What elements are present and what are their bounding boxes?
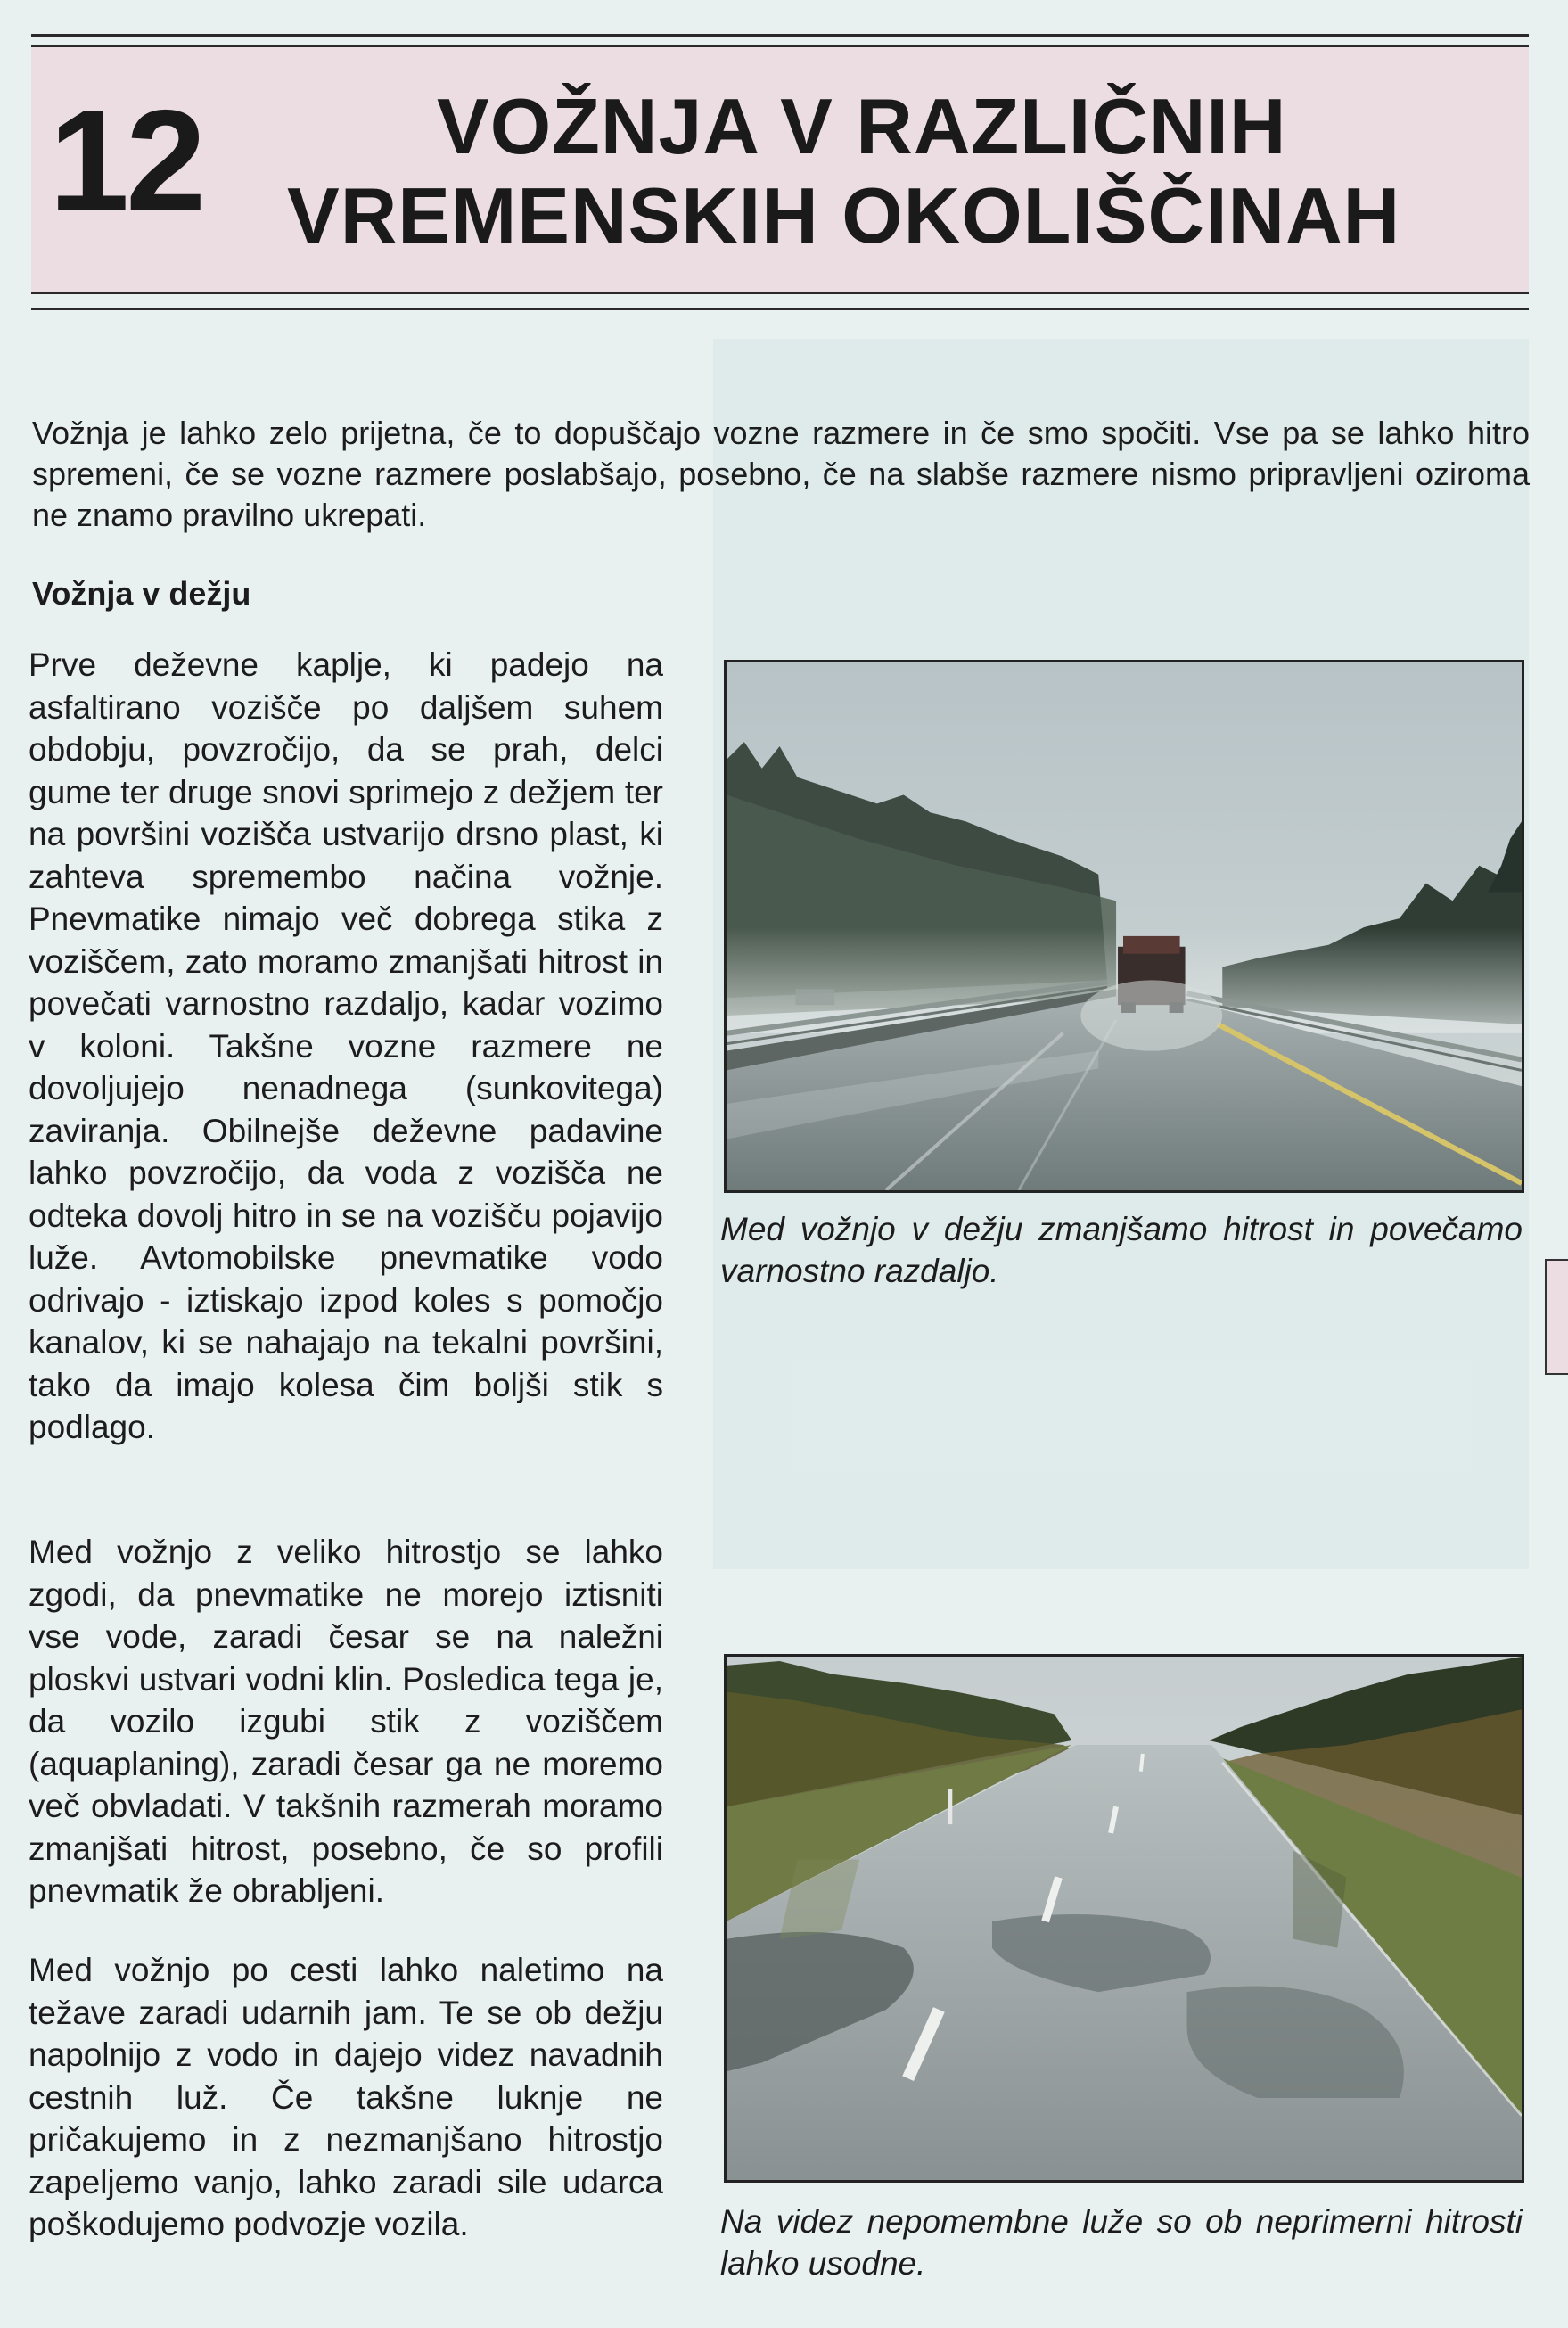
body-paragraph-1: Prve deževne kaplje, ki padejo na asfaltirano vozišče po daljšem suhem obdobju, povzročijo, da se prah, delci gume ter druge snovi sprimejo z dežjem ter na površini vozišča ustvarijo drsno plast, ki zahteva spremembo načina vožnje. Pnevmatike nimajo več dobrega stika z voziščem, zato moramo zmanjšati hitrost in povečati varnostno razdaljo, kadar vozimo v koloni. Takšne vozne razmere ne dovoljujejo nenadnega (sunkovitega) zaviranja. Obilnejše deževne padavine lahko povzročijo, da voda z vozišča ne odteka dovolj hitro in se na vozišču pojavijo luže. Avtomobilske pnevmatike vodo odrivajo - iztiskajo izpod koles s pomočjo kanalov, ki se nahajajo na tekalni površini, tako da imajo kolesa čim boljši stik s podlago. — [29, 646, 663, 1445]
header-bottom-rule — [31, 308, 1529, 310]
figure-1-caption: Med vožnjo v dežju zmanjšamo hitrost in povečamo varnostno razdaljo. — [720, 1211, 1523, 1289]
chapter-title-line-1: VOŽNJA V RAZLIČNIH — [437, 82, 1287, 170]
figure-2-caption: Na videz nepomembne luže so ob neprimerni hitrosti lahko usodne. — [720, 2203, 1523, 2282]
chapter-number: 12 — [49, 80, 203, 242]
body-paragraph-3: Med vožnjo po cesti lahko naletimo na težave zaradi udarnih jam. Te se ob dežju napolnijo z vodo in dajejo videz navadnih cestnih luž. Če takšne luknje ne pričakujemo in z nezmanjšano hitrostjo zapeljemo vanjo, lahko zaradi sile udarca poškodujemo podvozje vozila. — [29, 1952, 663, 2242]
body-paragraph-2: Med vožnjo z veliko hitrostjo se lahko zgodi, da pnevmatike ne morejo iztisniti vse vode, zaradi česar se na naležni ploskvi ustvari vodni klin. Posledica tega je, da vozilo izgubi stik z voziščem (aquaplaning), zaradi česar ga ne moremo več obvladati. V takšnih razmerah moramo zmanjšati hitrost, posebno, če so profili pnevmatik že obrabljeni. — [29, 1534, 663, 1909]
chapter-title-line-2: VREMENSKIH OKOLIŠČINAH — [287, 171, 1401, 259]
photo-rainy-highway — [724, 660, 1524, 1193]
header-top-rule — [31, 34, 1529, 37]
section-heading: Vožnja v dežju — [32, 575, 251, 612]
photo-road-puddles — [724, 1654, 1524, 2183]
intro-paragraph: Vožnja je lahko zelo prijetna, če to dopuščajo vozne razmere in če smo spočiti. Vse pa se lahko hitro spremeni, če se vozne razmere poslabšajo, posebno, če na slabše razmere nismo pripravljeni oziroma ne znamo pravilno ukrepati. — [32, 415, 1530, 533]
chapter-thumb-tab — [1545, 1259, 1568, 1375]
